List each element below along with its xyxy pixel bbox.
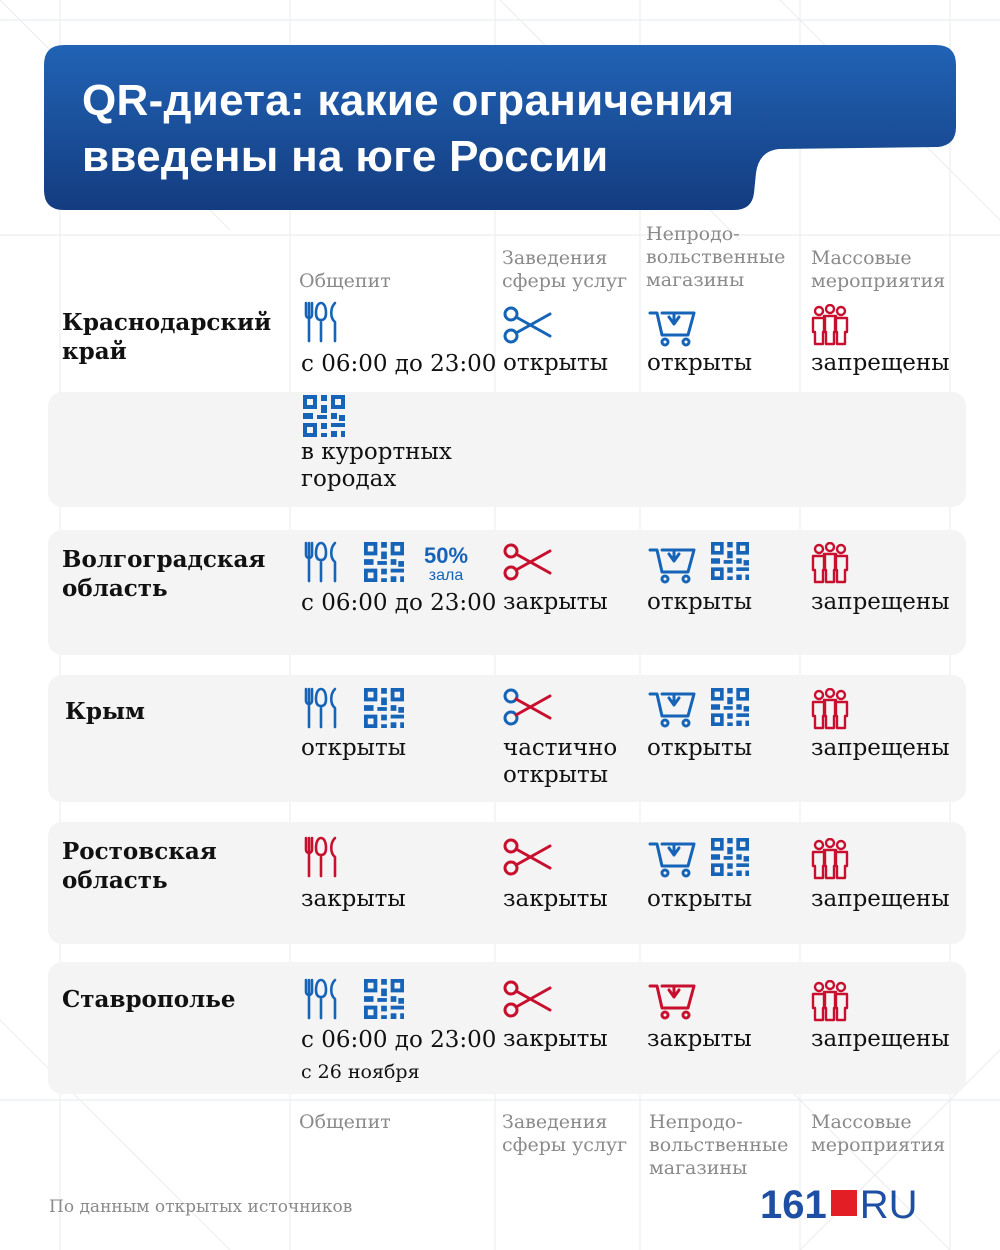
cutlery-icon — [301, 686, 345, 730]
crimea-events-status: запрещены — [811, 735, 950, 761]
shopping-cart-icon — [648, 686, 698, 728]
region-stavropol-line-1: Ставрополье — [62, 986, 236, 1013]
logo-number: 161 — [760, 1183, 827, 1227]
column-footer-shops-line-2: вольственные — [649, 1134, 789, 1156]
qr-code-icon — [364, 688, 404, 728]
crowd-icon — [810, 542, 850, 584]
page-title — [82, 73, 922, 185]
krasnodar-shops-status: открыты — [647, 350, 753, 376]
shopping-cart-icon — [648, 542, 698, 584]
krasnodar-food-qr-line-2: городах — [301, 466, 397, 492]
krasnodar-food-qr-note — [301, 439, 452, 493]
crimea-services-status-line-2: открыты — [503, 762, 609, 788]
crowd-icon — [810, 838, 850, 880]
stavropol-food-status: с 06:00 до 23:00 — [301, 1027, 497, 1053]
region-stavropol — [62, 985, 236, 1014]
column-footer-food-text: Общепит — [299, 1111, 391, 1133]
region-rostov-line-2: область — [62, 867, 168, 894]
logo-suffix: RU — [859, 1183, 918, 1227]
shopping-cart-icon — [648, 305, 698, 347]
krasnodar-services-status: открыты — [503, 350, 609, 376]
scissors-icon — [502, 543, 552, 581]
cutlery-icon — [301, 300, 345, 344]
cutlery-icon — [301, 540, 345, 584]
krasnodar-food-qr-line-1: в курортных — [301, 439, 452, 465]
qr-code-icon — [711, 542, 749, 580]
qr-code-icon — [364, 542, 404, 582]
cutlery-icon — [301, 835, 345, 879]
region-volgograd-line-2: область — [62, 575, 168, 602]
crimea-services-status-line-1: частично — [503, 735, 618, 761]
scissors-icon — [502, 838, 552, 876]
row-background-krasnodar-extra — [48, 392, 966, 507]
column-footer-events — [811, 1111, 945, 1157]
column-header-services-line-2: сферы услуг — [502, 270, 628, 292]
column-footer-shops-line-1: Непродо- — [649, 1111, 743, 1133]
column-header-shops-line-2: вольственные — [646, 246, 786, 268]
region-volgograd — [62, 545, 265, 603]
volgograd-events-status: запрещены — [811, 589, 950, 615]
region-krasnodar-line-1: Краснодарский — [62, 309, 272, 336]
krasnodar-events-status: запрещены — [811, 350, 950, 376]
region-crimea — [65, 697, 145, 726]
region-krasnodar — [62, 308, 271, 366]
crimea-services-status — [503, 735, 617, 789]
column-header-services — [502, 247, 627, 293]
column-header-events-line-1: Массовые — [811, 247, 912, 269]
column-header-shops-line-1: Непродо- — [646, 223, 740, 245]
qr-code-icon — [364, 979, 404, 1019]
cutlery-icon — [301, 977, 345, 1021]
crimea-shops-status: открыты — [647, 735, 753, 761]
column-header-food-text: Общепит — [299, 270, 391, 292]
krasnodar-food-status: с 06:00 до 23:00 — [301, 351, 497, 377]
column-header-shops-line-3: магазины — [646, 269, 745, 291]
column-footer-services — [502, 1111, 627, 1157]
column-header-events-line-2: мероприятия — [811, 270, 946, 292]
column-header-events — [811, 247, 945, 293]
column-header-services-line-1: Заведения — [502, 247, 608, 269]
crowd-icon — [810, 304, 850, 346]
rostov-shops-status: открыты — [647, 886, 753, 912]
region-krasnodar-line-2: край — [62, 338, 127, 365]
stavropol-events-status: запрещены — [811, 1026, 950, 1052]
column-footer-events-line-2: мероприятия — [811, 1134, 946, 1156]
title-banner — [44, 45, 956, 210]
region-rostov-line-1: Ростовская — [62, 838, 217, 865]
volgograd-capacity-badge — [418, 545, 474, 585]
column-footer-shops — [649, 1111, 788, 1180]
logo-square-icon — [831, 1190, 857, 1216]
rostov-services-status: закрыты — [503, 886, 608, 912]
site-logo[interactable] — [760, 1183, 918, 1227]
volgograd-capacity-percent: 50% — [423, 543, 469, 568]
source-note: По данным открытых источников — [49, 1197, 353, 1217]
shopping-cart-icon — [648, 978, 698, 1020]
column-footer-events-line-1: Массовые — [811, 1111, 912, 1133]
qr-code-icon — [303, 395, 345, 437]
crowd-icon — [810, 688, 850, 730]
column-footer-food — [299, 1111, 391, 1134]
volgograd-services-status: закрыты — [503, 589, 608, 615]
scissors-icon — [502, 980, 552, 1018]
title-line-2: введены на юге России — [82, 132, 609, 181]
stavropol-shops-status: закрыты — [647, 1026, 752, 1052]
column-header-shops — [646, 223, 785, 292]
stavropol-services-status: закрыты — [503, 1026, 608, 1052]
column-footer-services-line-2: сферы услуг — [502, 1134, 628, 1156]
volgograd-shops-status: открыты — [647, 589, 753, 615]
volgograd-food-status: с 06:00 до 23:00 — [301, 590, 497, 616]
column-header-food — [299, 270, 391, 293]
qr-code-icon — [711, 688, 749, 726]
rostov-events-status: запрещены — [811, 886, 950, 912]
scissors-icon — [502, 306, 552, 344]
qr-code-icon — [711, 838, 749, 876]
rostov-food-status: закрыты — [301, 886, 406, 912]
shopping-cart-icon — [648, 836, 698, 878]
crowd-icon — [810, 980, 850, 1022]
stavropol-food-note: с 26 ноября — [301, 1061, 420, 1083]
region-rostov — [62, 837, 217, 895]
crimea-food-status: открыты — [301, 735, 407, 761]
title-line-1: QR-диета: какие ограничения — [82, 76, 735, 125]
region-volgograd-line-1: Волгоградская — [62, 546, 266, 573]
scissors-icon — [502, 688, 552, 726]
column-footer-services-line-1: Заведения — [502, 1111, 608, 1133]
volgograd-capacity-label: зала — [428, 567, 464, 584]
column-footer-shops-line-3: магазины — [649, 1157, 748, 1179]
region-crimea-line-1: Крым — [65, 698, 146, 725]
